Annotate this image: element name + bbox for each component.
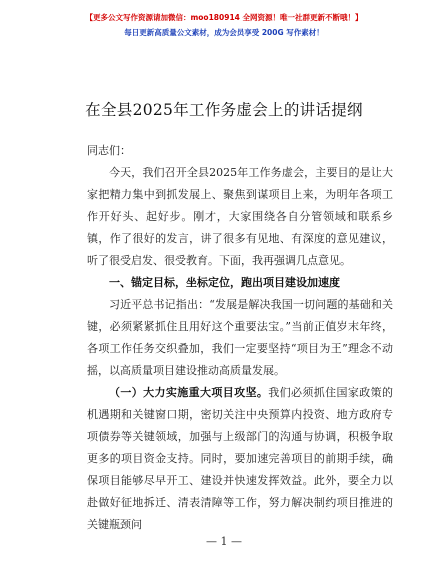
promo-banner-line-2[interactable]: 每日更新高质量公文素材，成为会员享受 200G 写作素材！ bbox=[124, 28, 324, 37]
document-title: 在全县2025年工作务虚会上的讲话提纲 bbox=[85, 101, 363, 119]
section-1-heading: 一、锚定目标，坐标定位，跑出项目建设加速度 bbox=[109, 276, 340, 289]
salutation: 同志们： bbox=[87, 144, 131, 157]
subsection-1-heading: （一）大力实施重大项目攻坚。 bbox=[109, 386, 269, 399]
section-1-paragraph: 习近平总书记指出：“发展是解决我国一切问题的基础和关键，必须紧紧抓住且用好这个重要法宝。”当前正值岁末年终，各项工作任务交织叠加，我们一定要坚持“项目为王”理念不动摇，以高质量项目建设推动高质量发展。 bbox=[87, 298, 393, 377]
page-number: — 1 — bbox=[206, 535, 242, 548]
subsection-1-paragraph bbox=[87, 382, 393, 536]
subsection-1-text: 我们必须抓住国家政策的机遇期和关键窗口期，密切关注中央预算内投资、地方政府专项债券等关键领域，加强与上级部门的沟通与协调，积极争取更多的项目资金支持。同时，要加速完善项目的前期手续，确保项目能够尽早开工、建设并快速发挥效益。此外，要全力以赴做好征地拆迁、清表清障等工作，努力解决制约项目推进的关键瓶颈问 bbox=[87, 386, 393, 531]
promo-banner-line-1[interactable]: 【更多公文写作资源请加微信：moo180914 全网资源！唯一社群更新不断哦！】 bbox=[85, 13, 363, 22]
intro-paragraph: 今天，我们召开全县2025年工作务虚会，主要目的是让大家把精力集中到抓发展上、聚焦到谋项目上来，为明年各项工作开好头、起好步。刚才，大家围绕各自分管领域和联系乡镇，作了很好的发言，讲了很多有见地、有深度的意见建议，听了很受启发、很受教育。下面，我再强调几点意见。 bbox=[87, 166, 393, 267]
document-body bbox=[87, 140, 393, 536]
